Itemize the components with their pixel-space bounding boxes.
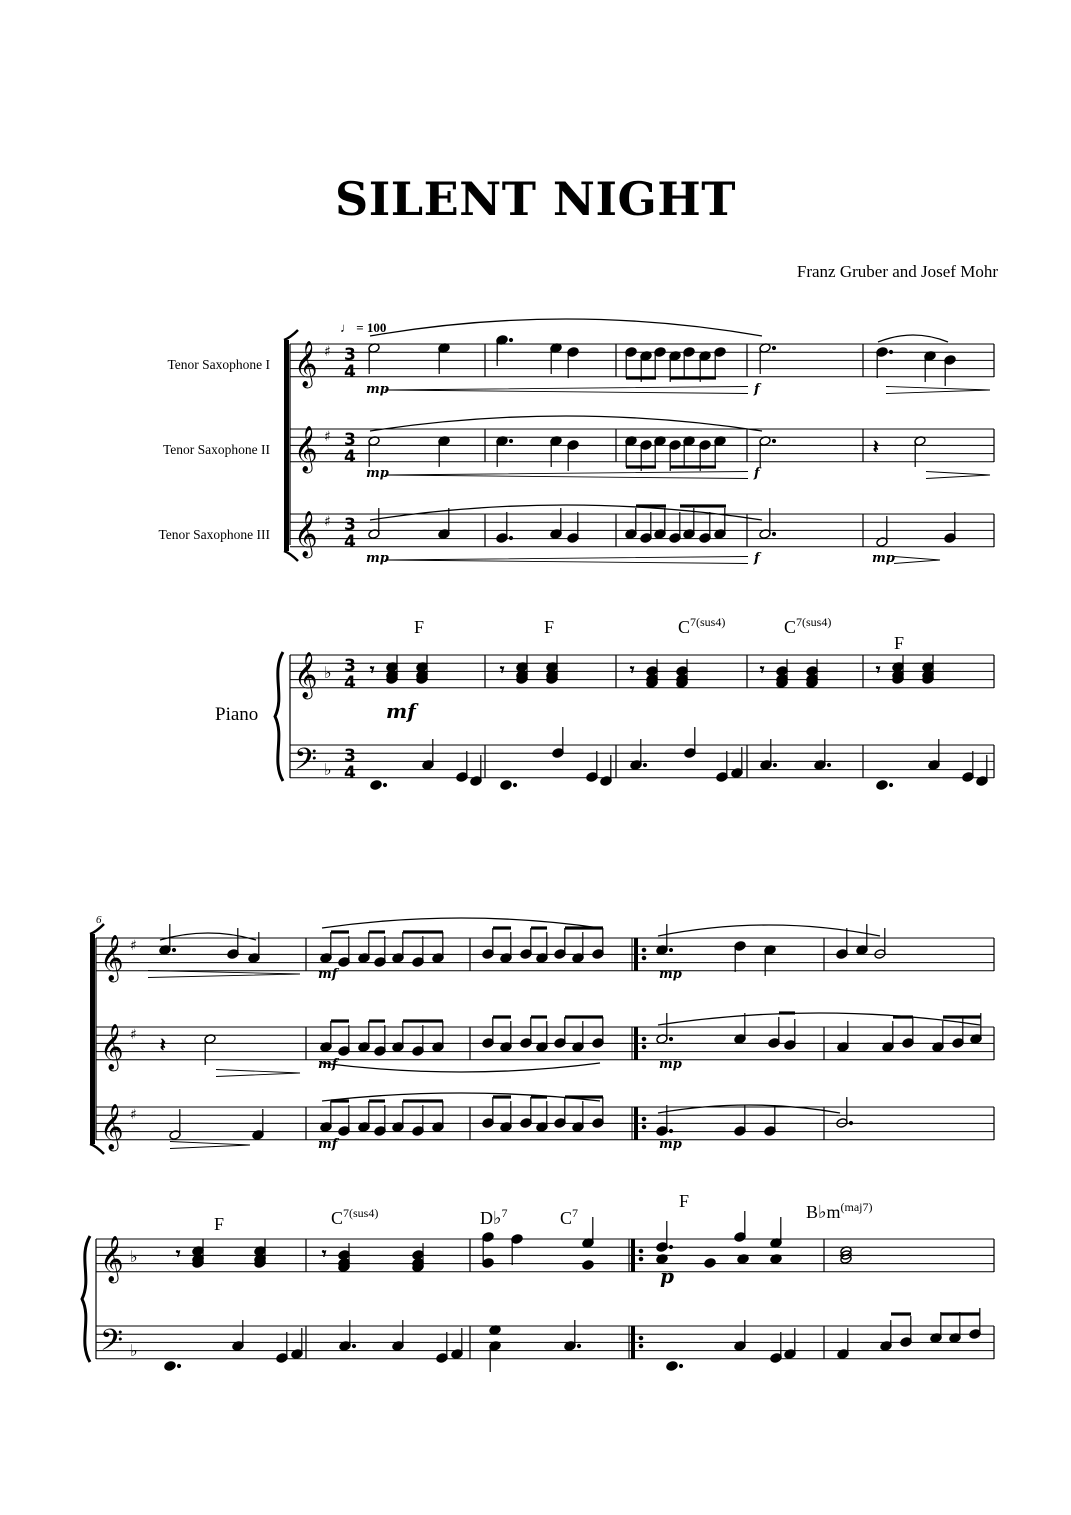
dot [383, 783, 386, 786]
time-signature: 4 [344, 362, 356, 382]
slur [322, 918, 600, 928]
key-signature-sharp: ♯ [324, 429, 331, 445]
time-signature: 4 [344, 532, 356, 552]
dot [669, 1245, 672, 1248]
eighth-rest: 𝄾 [876, 660, 881, 679]
chord-symbol: $C^7$ [560, 1206, 579, 1228]
eighth-rest: 𝄾 [370, 660, 375, 679]
dynamic-mark: p [660, 1264, 674, 1288]
repeat-dot [639, 1344, 643, 1348]
slur [322, 1063, 600, 1072]
chord-symbol: $C^{7(sus4)}$ [678, 615, 726, 637]
slur [878, 335, 948, 342]
slur [370, 319, 762, 336]
key-signature-sharp: ♯ [130, 1027, 137, 1043]
instrument-label-sax1: Tenor Saxophone I [167, 357, 270, 372]
time-signature: 3 [344, 515, 356, 535]
treble-clef-icon: 𝄞 [294, 426, 318, 472]
eighth-rest: 𝄾 [176, 1244, 181, 1263]
crescendo-hairpin [385, 387, 748, 394]
eighth-rest: 𝄾 [322, 1244, 327, 1263]
notehead [500, 780, 512, 791]
notehead [164, 1361, 176, 1372]
treble-clef-icon: 𝄞 [294, 652, 318, 698]
dot [669, 1037, 672, 1040]
chord-symbol: D♭$^7$ [480, 1206, 508, 1228]
dot [509, 536, 512, 539]
chord-symbol: $B♭m^{(maj7)}$ [806, 1200, 873, 1222]
dynamic-mark: mf [318, 1137, 338, 1152]
bass-clef-icon: 𝄢 [100, 1324, 124, 1365]
chord-symbol: $C^{7(sus4)}$ [331, 1206, 379, 1228]
decrescendo-hairpin [926, 472, 990, 479]
barlines [96, 344, 994, 1359]
dynamic-mark: f [754, 551, 760, 566]
dot [849, 1121, 852, 1124]
dot [679, 1364, 682, 1367]
decrescendo-hairpin [148, 971, 300, 978]
hairpins [148, 387, 990, 1149]
dot [772, 346, 775, 349]
dot [669, 948, 672, 951]
instrument-label-sax3: Tenor Saxophone III [158, 527, 270, 542]
slur [160, 933, 256, 940]
slur [322, 1093, 600, 1101]
key-signature-flat: ♭ [130, 1247, 138, 1266]
staff-bracket [90, 934, 95, 1144]
repeat-dot [642, 948, 646, 952]
dynamic-mark: mp [872, 551, 895, 566]
quarter-rest: 𝄽 [160, 1035, 166, 1056]
dot [772, 532, 775, 535]
chord-symbol: F [679, 1191, 690, 1211]
chord-symbol: F [894, 633, 905, 653]
dynamic-mark: mp [366, 466, 389, 481]
notehead [876, 780, 888, 791]
notehead [704, 1258, 716, 1269]
dynamic-mark: mf [386, 699, 416, 723]
chord-symbol: F [414, 617, 425, 637]
dot [889, 350, 892, 353]
time-signature: 4 [344, 673, 356, 693]
eighth-rest: 𝄾 [500, 660, 505, 679]
measure-number: 6 [96, 914, 102, 926]
piano-brace [275, 652, 283, 781]
dot [889, 783, 892, 786]
time-signature: 3 [344, 430, 356, 450]
dynamic-mark: mp [659, 967, 682, 982]
instrument-label-piano: Piano [215, 704, 259, 725]
decrescendo-hairpin [170, 1142, 250, 1149]
dot [509, 338, 512, 341]
bracket-hook [284, 330, 298, 340]
key-signature-flat: ♭ [130, 1341, 138, 1360]
dot [172, 948, 175, 951]
dot [773, 763, 776, 766]
key-signature-sharp: ♯ [130, 1107, 137, 1123]
notehead [582, 1260, 594, 1271]
staff-lines [96, 344, 994, 1359]
decrescendo-hairpin [886, 387, 990, 394]
repeat-dot [642, 1125, 646, 1129]
tempo-marking: ♩ = 100 [340, 320, 387, 335]
dynamic-mark: f [754, 466, 760, 481]
system-brackets [82, 330, 298, 1362]
crescendo-hairpin [385, 472, 748, 479]
repeat-dot [639, 1257, 643, 1261]
repeat-dot [642, 1045, 646, 1049]
bracket-hook [90, 924, 104, 934]
composer-credit: Franz Gruber and Josef Mohr [796, 262, 998, 281]
treble-clef-icon: 𝄞 [100, 1104, 124, 1150]
staff-bracket [284, 340, 289, 551]
notehead [666, 1361, 678, 1372]
quarter-rest: 𝄽 [873, 437, 879, 458]
key-signature-sharp: ♯ [130, 938, 137, 954]
key-signature-sharp: ♯ [324, 514, 331, 530]
dot [772, 439, 775, 442]
key-signature-sharp: ♯ [324, 344, 331, 360]
key-signature-flat: ♭ [324, 663, 332, 682]
time-signature: 3 [344, 345, 356, 365]
dot [352, 1344, 355, 1347]
decrescendo-hairpin [216, 1070, 300, 1077]
repeat-dot [642, 956, 646, 960]
bass-clef-icon: 𝄢 [294, 743, 318, 784]
piano-brace [82, 1236, 90, 1362]
chord-symbol: F [544, 617, 555, 637]
dynamic-mark: mf [318, 967, 338, 982]
eighth-rest: 𝄾 [760, 660, 765, 679]
dot [513, 783, 516, 786]
crescendo-hairpin [385, 557, 748, 564]
treble-clef-icon: 𝄞 [100, 1024, 124, 1070]
chord-symbol: F [214, 1214, 225, 1234]
dot [827, 763, 830, 766]
key-signature-flat: ♭ [324, 760, 332, 779]
repeat-dot [642, 1037, 646, 1041]
dot [669, 1129, 672, 1132]
dynamic-mark: mp [366, 551, 389, 566]
time-signature: 4 [344, 447, 356, 467]
dot [177, 1364, 180, 1367]
dynamic-mark: mp [659, 1137, 682, 1152]
clefs [100, 341, 356, 1365]
treble-clef-icon: 𝄞 [294, 511, 318, 557]
dynamic-mark: mf [318, 1057, 338, 1072]
dot [509, 439, 512, 442]
dynamic-mark: mp [366, 382, 389, 397]
notes [159, 335, 988, 1372]
notehead [370, 780, 382, 791]
decrescendo-hairpin [894, 557, 940, 564]
time-signature: 4 [344, 763, 356, 783]
treble-clef-icon: 𝄞 [100, 935, 124, 981]
time-signature: 3 [344, 656, 356, 676]
repeat-dot [639, 1336, 643, 1340]
dot [643, 763, 646, 766]
repeat-dot [642, 1117, 646, 1121]
chord-symbol: $C^{7(sus4)}$ [784, 615, 832, 637]
dot [577, 1344, 580, 1347]
slur [658, 1105, 840, 1113]
treble-clef-icon: 𝄞 [100, 1236, 124, 1282]
dynamic-mark: mp [659, 1057, 682, 1072]
dynamic-mark: f [754, 382, 760, 397]
time-signature: 3 [344, 746, 356, 766]
score-title: SILENT NIGHT [335, 172, 736, 226]
treble-clef-icon: 𝄞 [294, 341, 318, 387]
repeat-dot [639, 1249, 643, 1253]
slurs [160, 319, 980, 1113]
instrument-label-sax2: Tenor Saxophone II [162, 442, 270, 457]
slur [658, 1013, 980, 1025]
eighth-rest: 𝄾 [630, 660, 635, 679]
